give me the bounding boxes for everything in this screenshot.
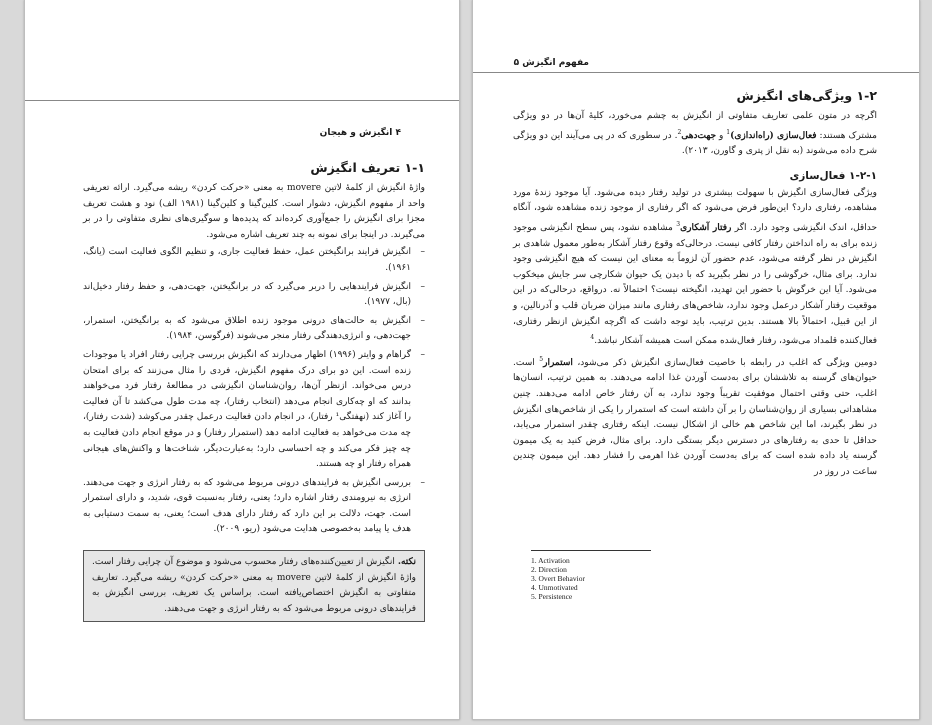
note-box: [83, 550, 425, 622]
footnotes: [531, 550, 877, 601]
footnote-item: 1. Activation: [531, 556, 570, 565]
note-text: انگیزش از تعیین‌کننده‌های رفتار محسوب می‌شود و موضوع آن چرایی رفتار است. واژهٔ انگیزش از کلمهٔ لاتین movere به معنی «حرکت کردن» ریشه می‌گیرد. تعاریف متفاوتی به انگیزش اختصاص‌یافته است. براساس یک تعریف، بررسی انگیزش به فرایندهای درونی مربوط می‌شود که به رفتار انرژی و جهت می‌دهند.: [92, 557, 417, 614]
note-label: نکته.: [397, 557, 416, 568]
keyword-persistence: استمرار: [543, 357, 573, 368]
list-item: – انگیزش به حالت‌های درونی موجود زنده اطلاق می‌شود که به برانگیختن، استمرار، جهت‌دهی، و انرژی‌دهندگی رفتار منجر می‌شوند (فرگوسن، ۱۹۸۴).: [83, 315, 425, 342]
section-title-definition: ۱-۱ تعریف انگیزش: [310, 160, 425, 175]
keyword-activation: فعال‌سازی (راه‌اندازی): [730, 130, 817, 141]
left-page-content: [83, 160, 425, 622]
page-top-rule: [25, 100, 459, 101]
footnote-item: 4. Unmotivated: [531, 583, 578, 592]
list-item: – انگیزش فرایندهایی را دربر می‌گیرد که در برانگیختن، جهت‌دهی، و حفظ رفتار دخیل‌اند (بال، ۱۹۷۷).: [83, 281, 425, 308]
footnote-item: 2. Direction: [531, 565, 567, 574]
footnote-item: 5. Persistence: [531, 592, 573, 601]
left-page: [24, 0, 460, 720]
definition-intro: واژهٔ انگیزش از کلمهٔ لاتین movere به معنی «حرکت کردن» ریشه می‌گیرد. ارائه تعریفی واحد از مفهوم انگیزش، دشوار است. کلین‌گینا و کلین‌گینا (۱۹۸۱ الف) نود و هشت تعریف مجزا برای انگیزش را جمع‌آوری کرده‌اند که پدیده‌ها و سوگیری‌های نظری متفاوتی را در بر می‌گیرند. در اینجا برای نمونه به چند تعریف اشاره می‌شود.: [83, 183, 425, 240]
features-intro: اگرچه در متون علمی تعاریف متفاوتی از انگیزش به چشم می‌خورد، کلیهٔ آن‌ها در دو ویژگی مشترک هستند: فعال‌سازی (راه‌اندازی)$^1$ و جهت‌دهی$^2$. در سطوری که در پی می‌آیند این دو ویژگی شرح داده می‌شوند (به نقل از پتری و گاورن، ۲۰۱۳).: [513, 111, 877, 157]
subsection-title-activation: ۱-۲-۱ فعال‌سازی: [789, 169, 877, 182]
page-top-rule: [473, 72, 919, 73]
list-item: – انگیزش فرایند برانگیختن عمل، حفظ فعالیت جاری، و تنظیم الگوی فعالیت است (یانگ، ۱۹۶۱).: [83, 247, 425, 273]
keyword-direction: جهت‌دهی: [681, 130, 717, 141]
list-item: – گراهام و وایتر (۱۹۹۶) اظهار می‌دارند که انگیزش بررسی چرایی رفتار افراد یا موجودات زنده است. این دو برای درک مفهوم انگیزش، فردی را مثال می‌زنند که برای امتحان درس می‌خواند. ازنظر آن‌ها، روان‌شناسان انگیزشی در مطالعهٔ رفتار فرد می‌خواهند بدانند که او چه‌کاری انجام می‌دهد (انتخاب رفتار)، چه مدت طول می‌کشد تا آن فعالیت را آغاز کند (نهفتگی¹ رفتار)، در انجام دادن فعالیت درعمل چقدر می‌کوشد (شدت رفتار)، چه مدت می‌خواهد به فعالیت ادامه دهد (استمرار رفتار) و در موقع انجام دادن فعالیت به چه چیز فکر می‌کند و چه احساسی دارد؛ به‌عبارت‌دیگر، شناخت‌ها و واکنش‌های هیجانی همراه رفتار او چه هستند.: [83, 349, 425, 470]
running-head-left: ۴ انگیزش و هیجان: [319, 128, 401, 138]
list-item: – بررسی انگیزش به فرایندهای درونی مربوط می‌شود که به رفتار انرژی و جهت می‌دهند. انرژی به نیرومندی رفتار اشاره دارد؛ یعنی، رفتار به‌نسبت قوی، شدید، و دارای استمرار است. جهت، دلالت بر این دارد که رفتار دارای هدف است؛ یعنی، به سمت دستیابی به هدف یا پیامد به‌خصوصی هدایت می‌شود (ریو، ۲۰۰۹).: [83, 477, 425, 535]
right-page-content: [513, 88, 877, 482]
footnote-item: 3. Overt Behavior: [531, 574, 585, 583]
definition-list: [83, 245, 425, 538]
footnote-rule: [531, 550, 651, 551]
running-head-right: مفهوم انگیزش ۵: [513, 58, 589, 68]
right-page: [472, 0, 920, 720]
persistence-paragraph: دومین ویژگی که اغلب در رابطه با خاصیت فعال‌سازی انگیزش ذکر می‌شود، استمرار$^5$ است. حیوان‌های گرسنه به تلاششان برای به‌دست آوردن غذا ادامه می‌دهند. به همین ترتیب، انسان‌ها اغلب، حتی وقتی احتمال موفقیت تقریباً وجود ندارد، به آن رفتار خاص ادامه می‌دهند. چنین مشاهداتی بسیاری از روان‌شناسان را بر آن داشته است که استمرار را یکی از شاخص‌های انگیزش در نظر بگیرند، اما این شاخص هم خالی از اشکال نیست. اینکه رفتاری چقدر استمرار می‌یابد، حداقل تا حدی به رفتارهای در دسترس دیگر بستگی دارد. برای مثال، فرض کنید به یک میمون گرسنه یاد داده شده است که برای به‌دست آوردن غذا اهرمی را فشار دهد. این میمون چندین ساعت در روز در: [513, 355, 877, 477]
keyword-overt-behavior: رفتار آشکاری: [680, 222, 732, 233]
section-title-features: ۱-۲ ویژگی‌های انگیزش: [736, 88, 877, 103]
activation-paragraph: ویژگی فعال‌سازی انگیزش با سهولت بیشتری در تولید رفتار دیده می‌شود. آیا موجود زندهٔ مورد مشاهده، رفتاری دارد؟ این‌طور فرض می‌شود که اگر رفتاری از موجود زنده مشاهده شود، آنگاه حداقل، اندک انگیزشی وجود دارد. اگر رفتار آشکاری$^3$ مشاهده نشود، پس سطح انگیزشی موجود زنده برای به راه انداختن رفتار کافی نیست. درحالی‌که وقوع رفتار آشکار به‌طور معمول شاهدی بر انگیزش در نظر گرفته می‌شود، عدم حضور آن لزوماً به معنای این نیست که هیچ انگیزشی وجود ندارد. برای مثال، خرگوشی را در نظر بگیرید که با دیدن یک حیوان شکارچی سر جایش میخکوب می‌شود. آیا این خرگوش با حضور این تهدید، انگیخته نیست؟ احتمالاً نه. درواقع، درحالی‌که در این موقعیت رفتار آشکار درعمل وجود ندارد، شاخص‌های رفتاری مانند میزان ضربان قلب و آدرنالین، و از این قبیل، احتمالاً بالا هستند. بدین ترتیب، باید توجه داشت که اگرچه انگیزش ازنظر رفتاری، فعال‌کننده قلمداد می‌شود، رفتار فعال‌شده ممکن است همیشه آشکار نباشد.$^4$: [513, 187, 878, 347]
